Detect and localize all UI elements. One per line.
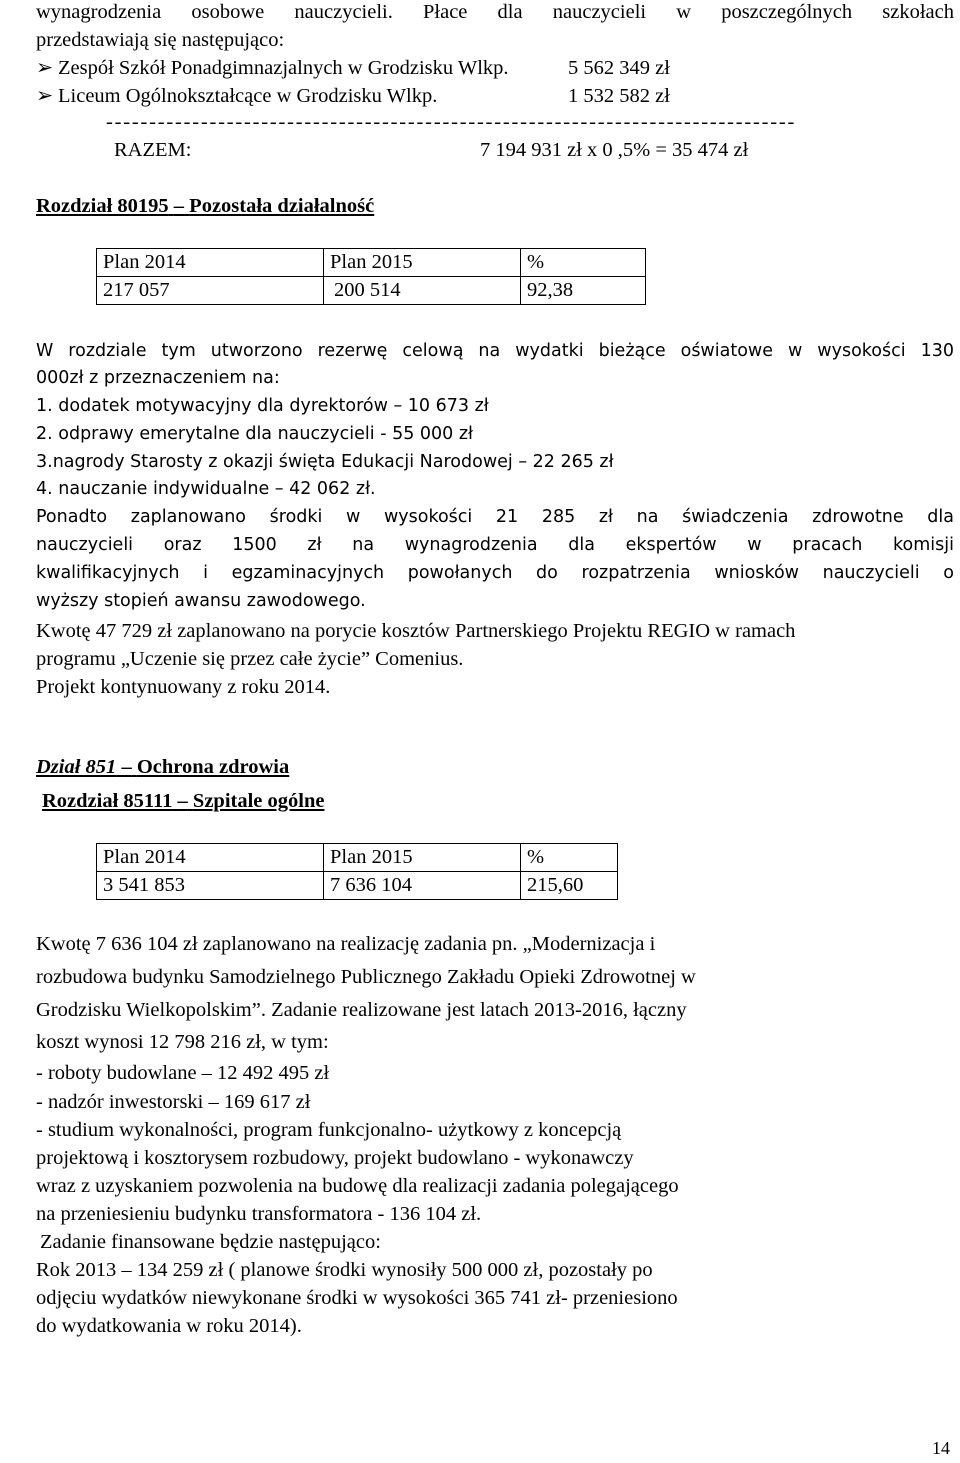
table-header-row [97,249,646,277]
financing-line: Rok 2013 – 134 259 zł ( planowe środki wynosiły 500 000 zł, pozostały po [36,1259,653,1281]
list-item: 1. dodatek motywacyjny dla dyrektorów – 10 673 zł [36,396,489,416]
table-header-cell: Plan 2014 [97,249,324,277]
paragraph-line: Ponadto zaplanowano środki w wysokości 21 285 zł na świadczenia zdrowotne dla [36,507,954,527]
school-item [36,86,437,107]
table-header-cell: Plan 2014 [97,844,324,872]
intro-line-1: wynagrodzenia osobowe nauczycieli. Płace dla nauczycieli w poszczególnych szkołach [36,1,954,23]
paragraph-line: koszt wynosi 12 798 216 zł, w tym: [36,1031,329,1053]
heading-title: Pozostała działalność [189,195,375,217]
paragraph-line: wyższy stopień awansu zawodowego. [36,591,366,611]
rozdzial-heading: Rozdział 85111 – Szpitale ogólne [42,790,325,812]
table-row [97,277,646,305]
dzial-heading: Dział 851 – Ochrona zdrowia [36,756,290,778]
section-heading-80195: Rozdział 80195 – Pozostała działalność [36,195,375,217]
table-cell: 92,38 [521,277,646,305]
financing-title: Zadanie finansowane będzie następująco: [40,1231,381,1253]
cost-item: na przeniesieniu budynku transformatora - 136 104 zł. [36,1203,482,1225]
total-label: RAZEM: [114,139,192,161]
table-header-cell: % [521,249,646,277]
paragraph-line: nauczycieli oraz 1500 zł na wynagrodzenia dla ekspertów w pracach komisji [36,535,954,555]
table-cell: 200 514 [324,277,521,305]
paragraph-line: 000zł z przeznaczeniem na: [36,368,280,388]
cost-item: projektową i kosztorysem rozbudowy, projekt budowlano - wykonawczy [36,1147,634,1169]
table-header-row [97,844,618,872]
list-item: 4. nauczanie indywidualne – 42 062 zł. [36,479,376,499]
rozdzial-number: Rozdział 85111 [42,790,173,812]
list-item: 3.nagrody Starosty z okazji święta Edukacji Narodowej – 22 265 zł [36,452,614,472]
school-name: Zespół Szkół Ponadgimnazjalnych w Grodzisku Wlkp. [58,57,509,79]
plan-table-85111 [96,843,618,900]
arrow-bullet-icon: ➢ [36,85,54,107]
financing-line: do wydatkowania w roku 2014). [36,1315,302,1337]
paragraph-line: programu „Uczenie się przez całe życie” Comenius. [36,648,464,670]
table-header-cell: % [521,844,618,872]
intro-line-2: przedstawiają się następująco: [36,29,285,51]
heading-number: Rozdział 80195 [36,195,169,217]
school-name: Liceum Ogólnokształcące w Grodzisku Wlkp. [58,85,438,107]
paragraph-line: W rozdziale tym utworzono rezerwę celową na wydatki bieżące oświatowe w wysokości 130 [36,341,954,361]
school-item [36,58,509,79]
dzial-title: Ochrona zdrowia [136,756,290,778]
plan-table-80195 [96,248,646,305]
financing-line: odjęciu wydatków niewykonane środki w wysokości 365 741 zł- przeniesiono [36,1287,678,1309]
paragraph-line: Projekt kontynuowany z roku 2014. [36,676,331,698]
paragraph-line: Kwotę 7 636 104 zł zaplanowano na realizację zadania pn. „Modernizacja i [36,933,656,955]
page-number: 14 [932,1438,950,1458]
paragraph-line: rozbudowa budynku Samodzielnego Publicznego Zakładu Opieki Zdrowotnej w [36,966,696,988]
table-row [97,872,618,900]
paragraph-line: Kwotę 47 729 zł zaplanowano na porycie kosztów Partnerskiego Projektu REGIO w ramach [36,620,796,642]
total-value: 7 194 931 zł x 0 ,5% = 35 474 zł [480,139,749,161]
list-item: 2. odprawy emerytalne dla nauczycieli - 55 000 zł [36,424,474,444]
table-header-cell: Plan 2015 [324,844,521,872]
rozdzial-title: Szpitale ogólne [192,790,325,812]
paragraph-line: kwalifikacyjnych i egzaminacyjnych powołanych do rozpatrzenia wniosków nauczycieli o [36,563,954,583]
table-cell: 217 057 [97,277,324,305]
arrow-bullet-icon: ➢ [36,57,54,79]
table-cell: 7 636 104 [324,872,521,900]
paragraph-line: Grodzisku Wielkopolskim”. Zadanie realizowane jest latach 2013-2016, łączny [36,999,687,1021]
dash-separator: -------------------------------------------------------------------------------- [106,111,797,133]
cost-item: wraz z uzyskaniem pozwolenia na budowę dla realizacji zadania polegającego [36,1175,679,1197]
table-cell: 215,60 [521,872,618,900]
school-amount: 5 562 349 zł [568,57,670,79]
cost-item: - nadzór inwestorski – 169 617 zł [36,1091,311,1113]
table-header-cell: Plan 2015 [324,249,521,277]
cost-item: - studium wykonalności, program funkcjonalno- użytkowy z koncepcją [36,1119,622,1141]
cost-item: - roboty budowlane – 12 492 495 zł [36,1062,330,1084]
school-amount: 1 532 582 zł [568,85,670,107]
dzial-number: Dział 851 [36,756,117,778]
table-cell: 3 541 853 [97,872,324,900]
